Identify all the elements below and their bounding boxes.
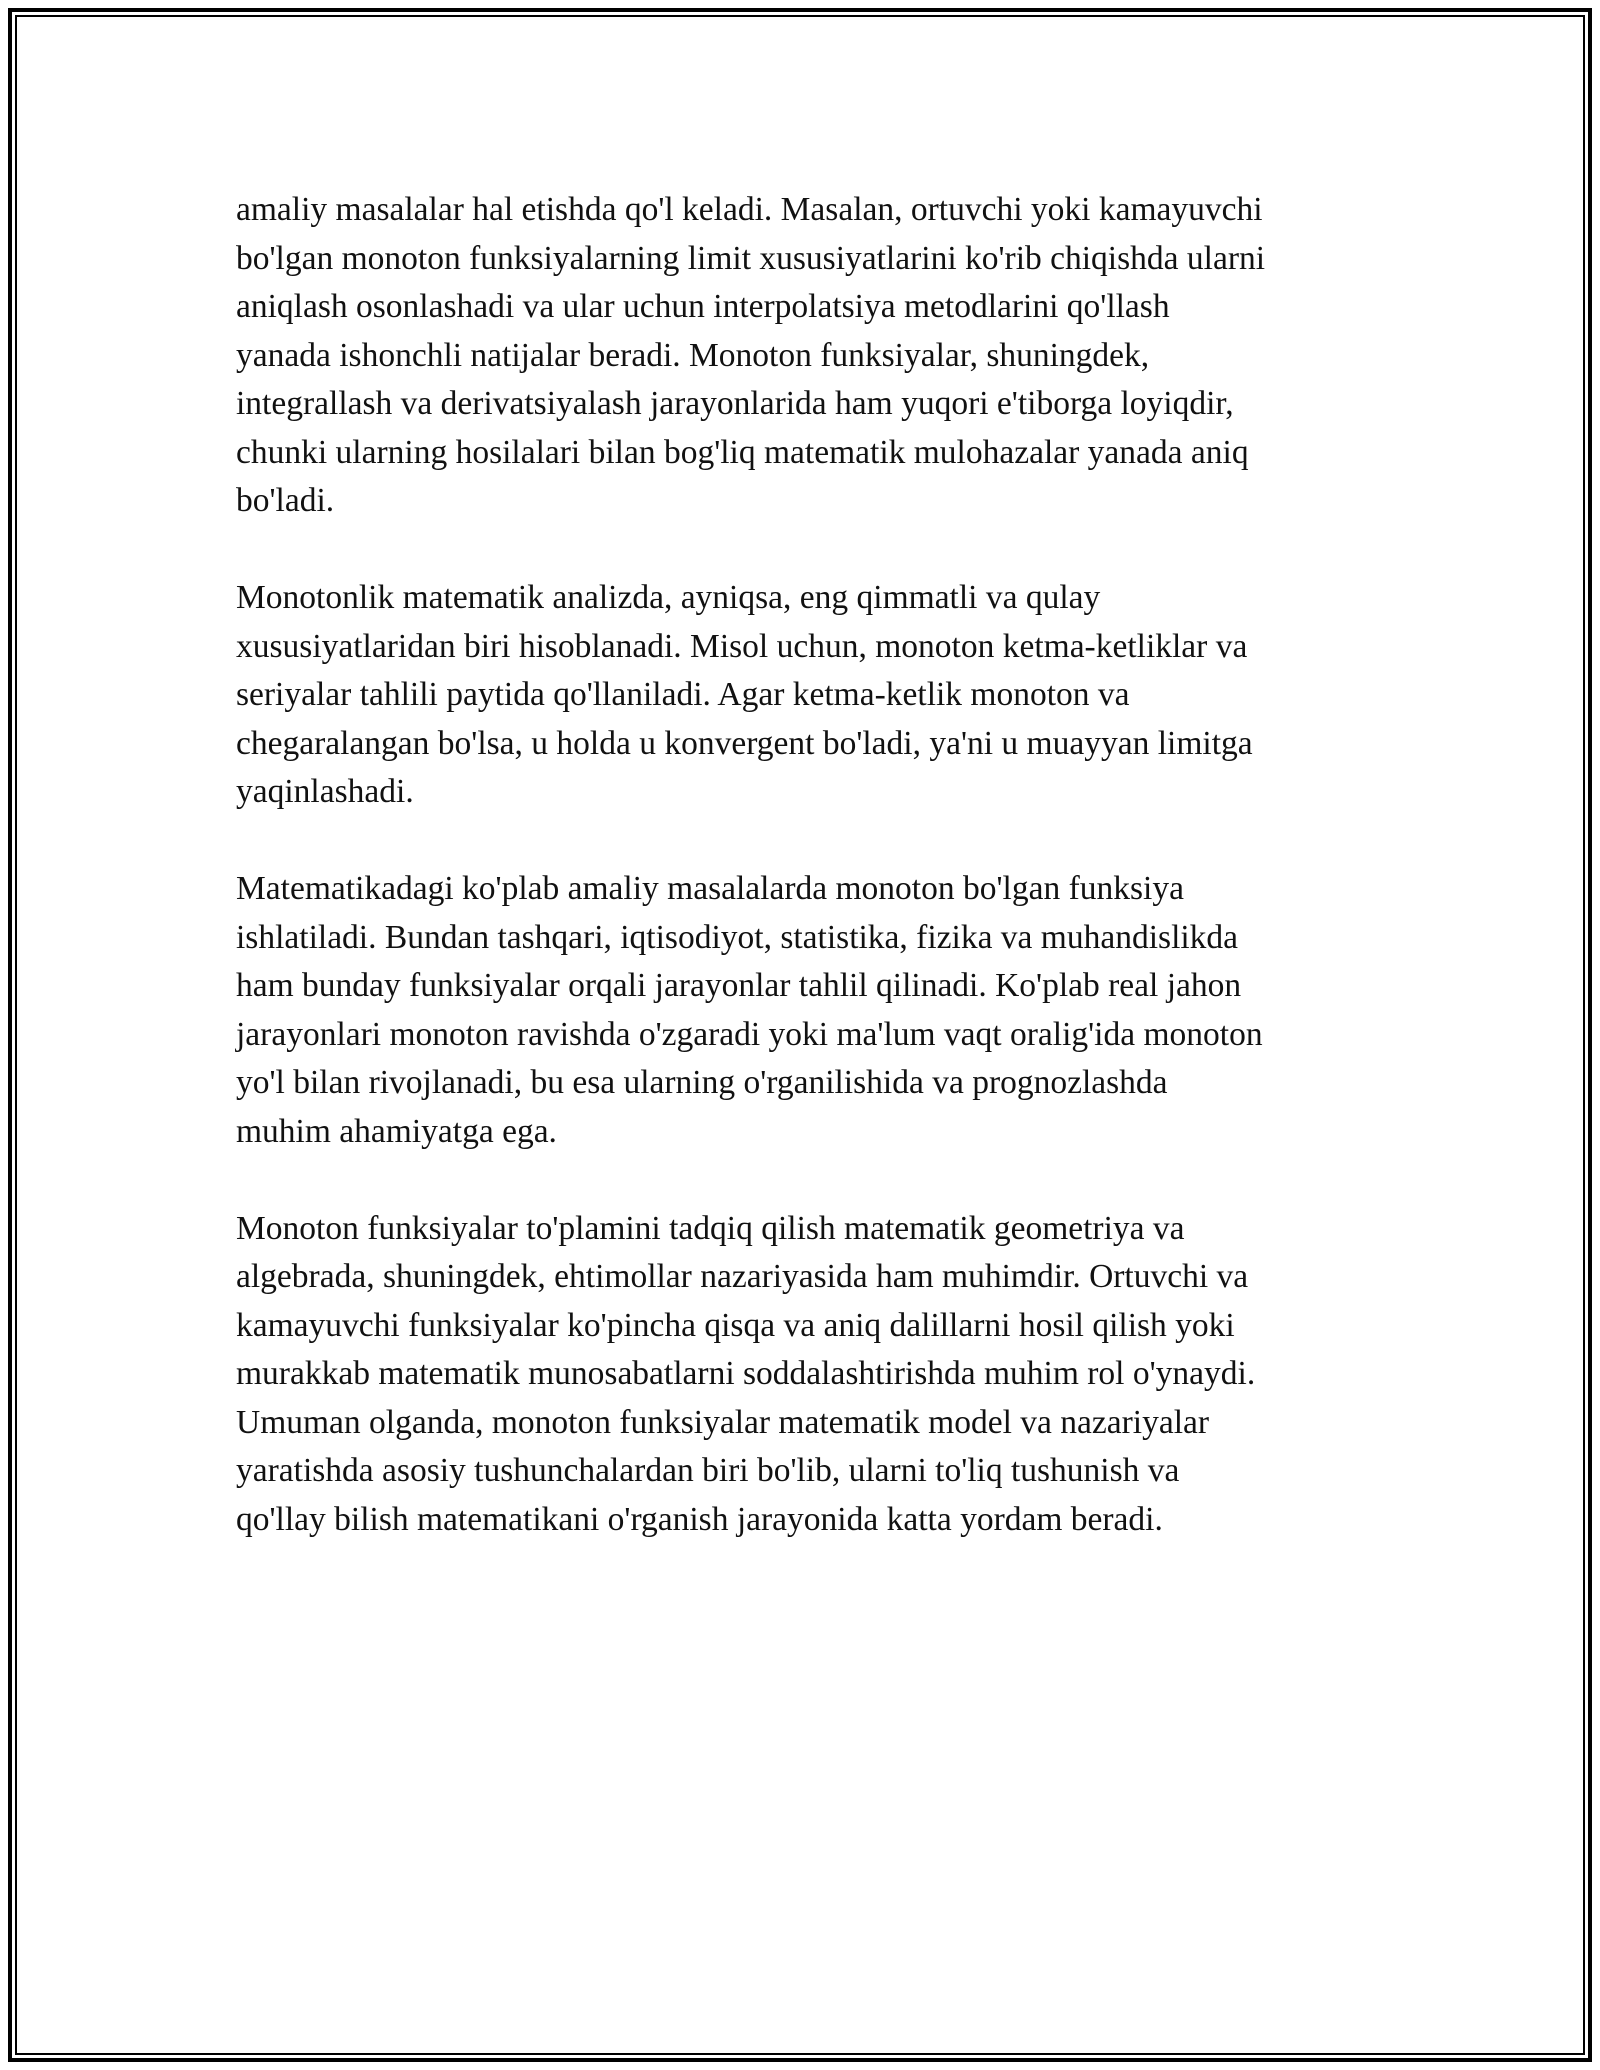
- document-body: [236, 186, 1376, 1593]
- paragraph: Monotonlik matematik analizda, ayniqsa, eng qimmatli va qulay xususiyatlaridan biri hisoblanadi. Misol uchun, monoton ketma-ketliklar va seriyalar tahlili paytida qo'llaniladi. Agar ketma-ketlik monoton va chegaralangan bo'lsa, u holda u konvergent bo'ladi, ya'ni u muayyan limitga yaqinlashadi.: [236, 579, 1253, 810]
- paragraph: amaliy masalalar hal etishda qo'l keladi. Masalan, ortuvchi yoki kamayuvchi bo'lgan monoton funksiyalarning limit xususiyatlarini ko'rib chiqishda ularni aniqlash osonlashadi va ular uchun interpolatsiya metodlarini qo'llash yanada ishonchli natijalar beradi. Monoton funksiyalar, shuningdek, integrallash va derivatsiyalash jarayonlarida ham yuqori e'tiborga loyiqdir, chunki ularning hosilalari bilan bog'liq matematik mulohazalar yanada aniq bo'ladi.: [236, 191, 1266, 519]
- paragraph: Matematikadagi ko'plab amaliy masalalarda monoton bo'lgan funksiya ishlatiladi. Bundan tashqari, iqtisodiyot, statistika, fizika va muhandislikda ham bunday funksiyalar orqali jarayonlar tahlil qilinadi. Ko'plab real jahon jarayonlari monoton ravishda o'zgaradi yoki ma'lum vaqt oralig'ida monoton yo'l bilan rivojlanadi, bu esa ularning o'rganilishida va prognozlashda muhim ahamiyatga ega.: [236, 870, 1263, 1150]
- paragraph: Monoton funksiyalar to'plamini tadqiq qilish matematik geometriya va algebrada, shuningdek, ehtimollar nazariyasida ham muhimdir. Ortuvchi va kamayuvchi funksiyalar ko'pincha qisqa va aniq dalillarni hosil qilish yoki murakkab matematik munosabatlarni soddalashtirishda muhim rol o'ynaydi. Umuman olganda, monoton funksiyalar matematik model va nazariyalar yaratishda asosiy tushunchalardan biri bo'lib, ularni to'liq tushunish va qo'llay bilish matematikani o'rganish jarayonida katta yordam beradi.: [236, 1209, 1256, 1538]
